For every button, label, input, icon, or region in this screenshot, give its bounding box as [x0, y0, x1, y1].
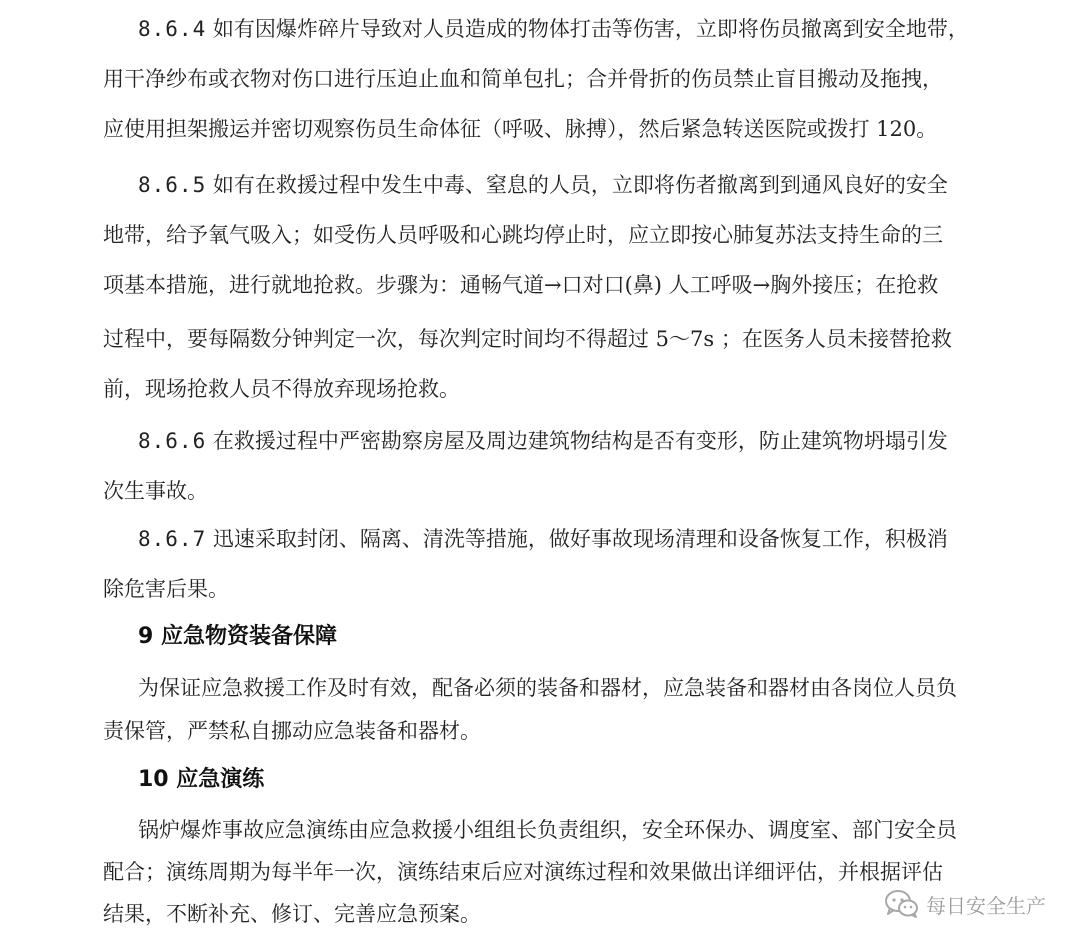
clause-number: 8.6.4	[138, 17, 207, 41]
section-10-line-3: 结果，不断补充、修订、完善应急预案。	[103, 902, 481, 926]
paragraph-8-6-5-line-2: 地带，给予氧气吸入；如受伤人员呼吸和心跳均停止时，应立即按心肺复苏法支持生命的三	[103, 223, 943, 247]
section-10-line-2: 配合；演练周期为每半年一次，演练结束后应对演练过程和效果做出详细评估，并根据评估	[103, 860, 943, 884]
paragraph-8-6-7-line-2: 除危害后果。	[103, 577, 229, 601]
section-9-line-1: 为保证应急救援工作及时有效，配备必须的装备和器材，应急装备和器材由各岗位人员负	[138, 676, 957, 700]
paragraph-8-6-5-line-5: 前，现场抢救人员不得放弃现场抢救。	[103, 377, 460, 401]
wechat-icon	[884, 889, 920, 919]
paragraph-8-6-7-line-1	[138, 526, 948, 552]
paragraph-text: 迅速采取封闭、隔离、清洗等措施，做好事故现场清理和设备恢复工作，积极消	[212, 527, 948, 551]
clause-number: 8.6.6	[138, 429, 207, 453]
section-9-heading: 9 应急物资装备保障	[138, 624, 337, 649]
paragraph-8-6-4-line-3: 应使用担架搬运并密切观察伤员生命体征（呼吸、脉搏），然后紧急转送医院或拨打 120。	[103, 117, 938, 141]
clause-number: 8.6.5	[138, 173, 207, 197]
paragraph-8-6-5-line-4: 过程中，要每隔数分钟判定一次，每次判定时间均不得超过 5～7s ；在医务人员未接替抢救	[103, 327, 952, 351]
paragraph-text: 如有因爆炸碎片导致对人员造成的物体打击等伤害，立即将伤员撤离到安全地带，	[212, 17, 969, 41]
paragraph-8-6-5-line-1	[138, 172, 948, 198]
section-10-heading: 10 应急演练	[138, 767, 265, 792]
watermark-text: 每日安全生产	[926, 893, 1046, 918]
watermark	[884, 889, 1046, 919]
paragraph-text: 如有在救援过程中发生中毒、窒息的人员，立即将伤者撤离到到通风良好的安全	[212, 173, 948, 197]
paragraph-8-6-4-line-1	[138, 16, 969, 42]
paragraph-8-6-6-line-1	[138, 428, 948, 454]
section-9-line-2: 责保管，严禁私自挪动应急装备和器材。	[103, 719, 481, 743]
paragraph-8-6-5-line-3: 项基本措施，进行就地抢救。步骤为：通畅气道→口对口(鼻) 人工呼吸→胸外接压；在抢救	[103, 273, 939, 297]
section-10-line-1: 锅炉爆炸事故应急演练由应急救援小组组长负责组织，安全环保办、调度室、部门安全员	[138, 818, 957, 842]
paragraph-8-6-6-line-2: 次生事故。	[103, 479, 208, 503]
paragraph-8-6-4-line-2: 用干净纱布或衣物对伤口进行压迫止血和简单包扎；合并骨折的伤员禁止盲目搬动及拖拽，	[103, 67, 943, 91]
paragraph-text: 在救援过程中严密勘察房屋及周边建筑物结构是否有变形，防止建筑物坍塌引发	[206, 429, 948, 453]
clause-number: 8.6.7	[138, 527, 207, 551]
